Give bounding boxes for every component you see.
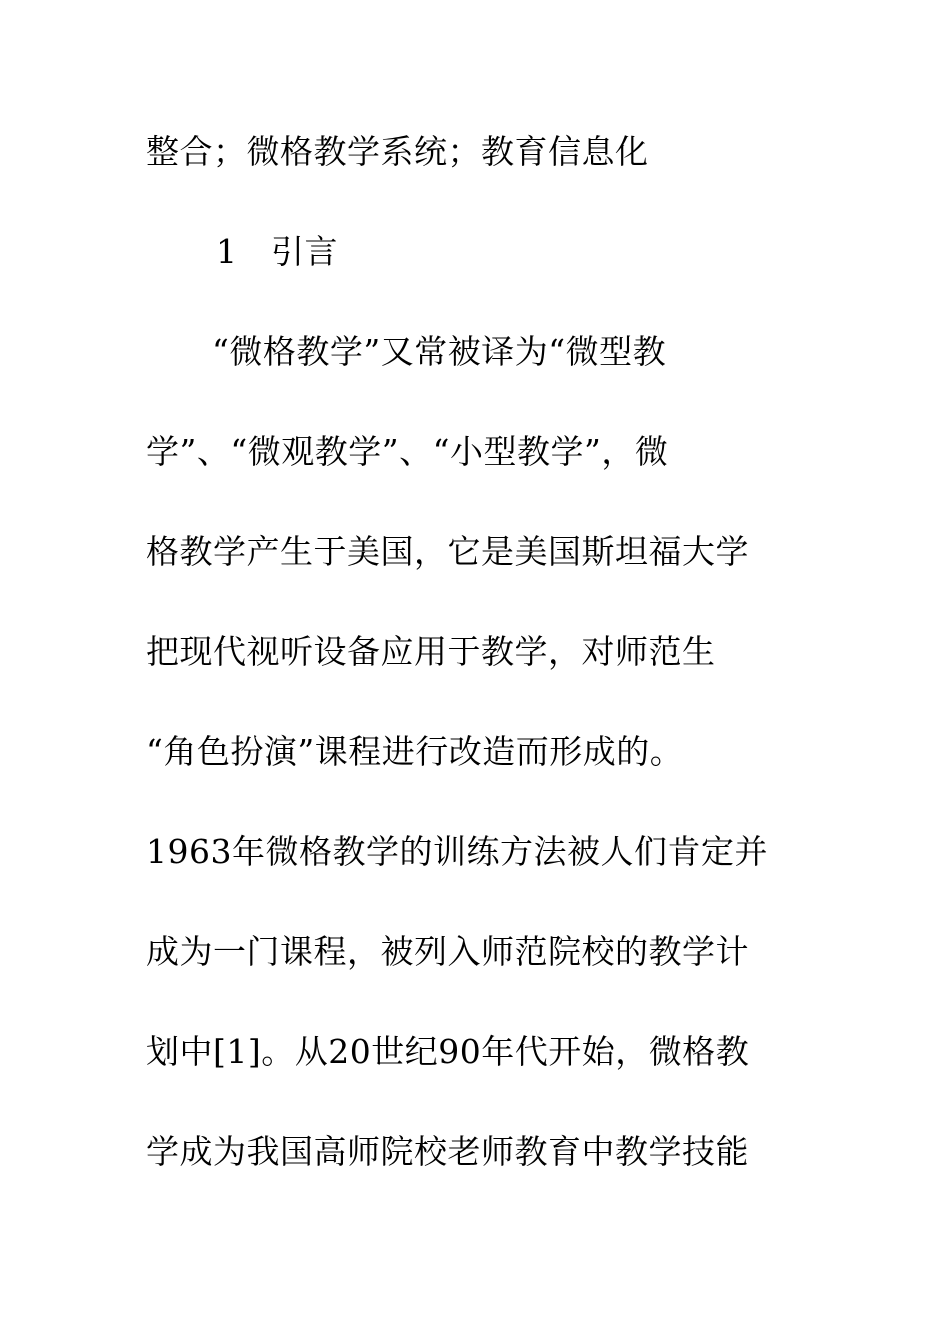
paragraph-line: 学”、“微观教学”、“小型教学”，微 — [146, 432, 669, 471]
paragraph-line: “微格教学”又常被译为“微型教 — [212, 332, 667, 371]
paragraph-line: 成为一门课程，被列入师范院校的教学计 — [146, 932, 749, 971]
paragraph-line: 把现代视听设备应用于教学，对师范生 — [146, 632, 716, 671]
paragraph-line: 格教学产生于美国，它是美国斯坦福大学 — [146, 532, 749, 571]
paragraph-line: 学成为我国高师院校老师教育中教学技能 — [146, 1132, 749, 1171]
keywords-line: 整合；微格教学系统；教育信息化 — [146, 132, 649, 171]
section-heading: 1 引言 — [216, 232, 338, 271]
paragraph-line: 1963年微格教学的训练方法被人们肯定并 — [146, 832, 768, 871]
paragraph-line: “角色扮演”课程进行改造而形成的。 — [146, 732, 684, 771]
paragraph-line: 划中[1]。从20世纪90年代开始，微格教 — [146, 1032, 750, 1071]
